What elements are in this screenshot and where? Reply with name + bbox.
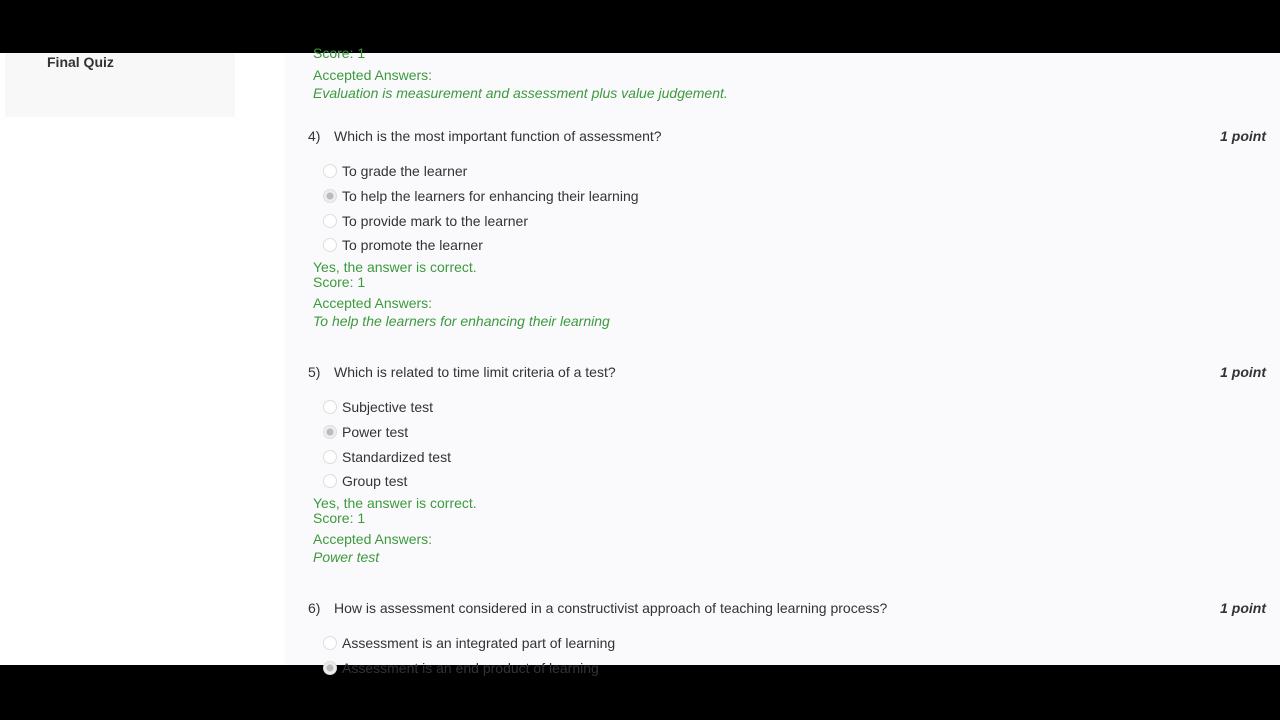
question-number: 4) [308, 128, 321, 144]
accepted-answers-label: Accepted Answers: [313, 531, 433, 547]
radio-button[interactable] [323, 636, 337, 650]
prev-accepted-answer: Evaluation is measurement and assessment plus value judgement. [313, 85, 728, 101]
radio-button[interactable] [323, 450, 337, 464]
radio-button[interactable] [323, 474, 337, 488]
question-number: 5) [308, 364, 321, 380]
accepted-answer: To help the learners for enhancing their learning [313, 313, 610, 329]
sidebar-panel [5, 53, 235, 117]
radio-button[interactable] [323, 661, 337, 675]
radio-button[interactable] [323, 164, 337, 178]
question-text: How is assessment considered in a constructivist approach of teaching learning process? [334, 600, 888, 616]
feedback-text: Yes, the answer is correct. [313, 259, 477, 275]
radio-button[interactable] [323, 214, 337, 228]
radio-button[interactable] [323, 189, 337, 203]
answer-option[interactable] [323, 163, 467, 179]
radio-button[interactable] [323, 400, 337, 414]
radio-button[interactable] [323, 425, 337, 439]
question-points: 1 point [1220, 128, 1266, 144]
option-label: Power test [342, 424, 409, 440]
answer-option[interactable] [323, 188, 639, 204]
option-label: Assessment is an integrated part of learning [342, 635, 616, 651]
answer-option[interactable] [323, 237, 483, 253]
feedback-text: Yes, the answer is correct. [313, 495, 477, 511]
quiz-page [0, 45, 1280, 676]
accepted-answers-label: Accepted Answers: [313, 295, 433, 311]
option-label: To provide mark to the learner [342, 213, 528, 229]
answer-option[interactable] [323, 473, 407, 489]
prev-score: Score: 1 [313, 45, 366, 61]
sidebar [0, 53, 285, 665]
answer-option[interactable] [323, 660, 599, 676]
option-label: To promote the learner [342, 237, 483, 253]
prev-accepted-label: Accepted Answers: [313, 67, 433, 83]
option-label: To help the learners for enhancing their learning [342, 188, 639, 204]
question-points: 1 point [1220, 364, 1266, 380]
score-text: Score: 1 [313, 274, 366, 290]
question-points: 1 point [1220, 600, 1266, 616]
option-label: Group test [342, 473, 408, 489]
answer-option[interactable] [323, 449, 451, 465]
answer-option[interactable] [323, 635, 615, 651]
radio-button[interactable] [323, 238, 337, 252]
answer-option[interactable] [323, 213, 528, 229]
question-text: Which is the most important function of assessment? [334, 128, 662, 144]
option-label: Standardized test [342, 449, 451, 465]
score-text: Score: 1 [313, 510, 366, 526]
accepted-answer: Power test [313, 549, 380, 565]
answer-option[interactable] [323, 399, 433, 415]
option-label: To grade the learner [342, 163, 468, 179]
question-text: Which is related to time limit criteria of a test? [334, 364, 616, 380]
main-content [285, 45, 1280, 676]
question-number: 6) [308, 600, 321, 616]
option-label: Subjective test [342, 399, 434, 415]
sidebar-item-final-quiz[interactable]: Final Quiz [47, 54, 114, 70]
answer-option[interactable] [323, 424, 408, 440]
option-label: Assessment is an end product of learning [342, 660, 599, 676]
